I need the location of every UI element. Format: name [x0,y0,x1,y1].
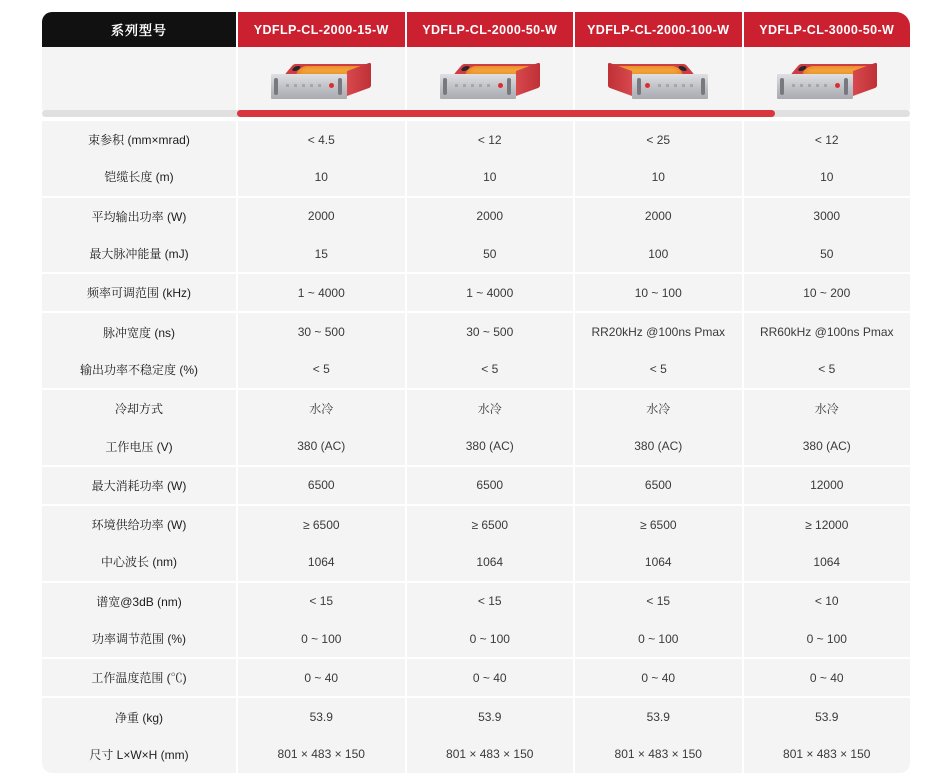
spec-group [42,313,910,388]
spec-value: 10 ~ 200 [744,274,911,311]
spec-value: 1064 [744,543,911,580]
series-model-header: 系列型号 [42,12,236,47]
spec-value: ≥ 6500 [407,506,574,543]
spec-value: < 15 [407,583,574,620]
product-image-cell-2 [407,47,574,110]
spec-value: < 25 [575,121,742,158]
spec-value: 380 (AC) [744,427,911,464]
spec-value: RR20kHz @100ns Pmax [575,313,742,350]
spec-value: ≥ 6500 [575,506,742,543]
spec-value: < 4.5 [238,121,405,158]
spec-value: 1064 [238,543,405,580]
spec-value: 0 ~ 40 [407,659,574,696]
spec-label: 冷却方式 [42,390,236,427]
spec-value: 801 × 483 × 150 [575,736,742,773]
spec-value: 801 × 483 × 150 [744,736,911,773]
spec-group [42,659,910,696]
spec-value: < 12 [744,121,911,158]
spec-value: < 15 [238,583,405,620]
model-column-header-1: YDFLP-CL-2000-15-W [238,12,405,47]
spec-value: < 5 [407,351,574,388]
image-row-label-spacer [42,47,236,110]
spec-value: 1064 [575,543,742,580]
spec-value: 10 ~ 100 [575,274,742,311]
spec-value: 10 [744,158,911,195]
spec-group [42,121,910,196]
spec-value: 0 ~ 100 [744,620,911,657]
spec-value: 0 ~ 100 [407,620,574,657]
spec-label: 环境供给功率 (W) [42,506,236,543]
spec-label: 平均输出功率 (W) [42,198,236,235]
spec-label: 脉冲宽度 (ns) [42,313,236,350]
spec-group [42,506,910,581]
spec-value: ≥ 6500 [238,506,405,543]
laser-device-icon [438,47,542,110]
spec-label: 铠缆长度 (m) [42,158,236,195]
spec-value: 0 ~ 40 [238,659,405,696]
spec-value: ≥ 12000 [744,506,911,543]
spec-label: 谱宽@3dB (nm) [42,583,236,620]
spec-value: < 10 [744,583,911,620]
spec-group [42,583,910,658]
spec-label: 尺寸 L×W×H (mm) [42,736,236,773]
spec-value: 10 [407,158,574,195]
spec-label: 频率可调范围 (kHz) [42,274,236,311]
spec-value: 50 [744,235,911,272]
spec-value: 30 ~ 500 [407,313,574,350]
horizontal-scrollbar-thumb[interactable] [237,110,775,117]
spec-label: 工作电压 (V) [42,427,236,464]
spec-value: < 12 [407,121,574,158]
model-column-header-3: YDFLP-CL-2000-100-W [575,12,742,47]
spec-label: 中心波长 (nm) [42,543,236,580]
laser-device-icon [606,47,710,110]
spec-value: 2000 [238,198,405,235]
model-column-header-4: YDFLP-CL-3000-50-W [744,12,911,47]
spec-label: 束参积 (mm×mrad) [42,121,236,158]
spec-value: 10 [575,158,742,195]
spec-value: 水冷 [744,390,911,427]
spec-value: 0 ~ 100 [238,620,405,657]
spec-label: 最大脉冲能量 (mJ) [42,235,236,272]
spec-value: 6500 [407,467,574,504]
spec-value: 380 (AC) [575,427,742,464]
spec-value: 6500 [238,467,405,504]
spec-value: < 5 [744,351,911,388]
spec-table [42,12,910,773]
spec-value: 380 (AC) [238,427,405,464]
spec-label: 功率调节范围 (%) [42,620,236,657]
spec-value: 10 [238,158,405,195]
spec-value: 1 ~ 4000 [238,274,405,311]
spec-value: 3000 [744,198,911,235]
spec-group [42,390,910,465]
model-column-header-2: YDFLP-CL-2000-50-W [407,12,574,47]
spec-label: 最大消耗功率 (W) [42,467,236,504]
spec-value: RR60kHz @100ns Pmax [744,313,911,350]
spec-value: 30 ~ 500 [238,313,405,350]
spec-value: 380 (AC) [407,427,574,464]
spec-value: 53.9 [238,698,405,735]
spec-label: 工作温度范围 (℃) [42,659,236,696]
spec-value: 水冷 [407,390,574,427]
spec-group [42,274,910,311]
spec-rows [42,121,910,773]
spec-value: 1064 [407,543,574,580]
spec-value: 6500 [575,467,742,504]
spec-value: < 15 [575,583,742,620]
table-header-row [42,12,910,47]
spec-value: 53.9 [407,698,574,735]
spec-value: 2000 [575,198,742,235]
product-image-cell-3 [575,47,742,110]
laser-device-icon [775,47,879,110]
spec-value: 0 ~ 40 [575,659,742,696]
spec-value: 15 [238,235,405,272]
spec-value: 801 × 483 × 150 [238,736,405,773]
spec-group [42,198,910,273]
spec-label: 净重 (kg) [42,698,236,735]
product-image-row [42,47,910,110]
laser-device-icon [269,47,373,110]
spec-value: 12000 [744,467,911,504]
spec-value: 水冷 [575,390,742,427]
spec-value: 0 ~ 100 [575,620,742,657]
spec-label: 输出功率不稳定度 (%) [42,351,236,388]
product-image-cell-1 [238,47,405,110]
spec-value: < 5 [238,351,405,388]
spec-value: 801 × 483 × 150 [407,736,574,773]
spec-value: 0 ~ 40 [744,659,911,696]
spec-value: 水冷 [238,390,405,427]
spec-value: 100 [575,235,742,272]
spec-value: 53.9 [744,698,911,735]
spec-value: 2000 [407,198,574,235]
spec-value: 53.9 [575,698,742,735]
spec-value: 50 [407,235,574,272]
horizontal-scrollbar-track[interactable] [42,110,910,117]
spec-value: < 5 [575,351,742,388]
spec-group [42,698,910,773]
product-image-cell-4 [744,47,911,110]
spec-value: 1 ~ 4000 [407,274,574,311]
spec-group [42,467,910,504]
